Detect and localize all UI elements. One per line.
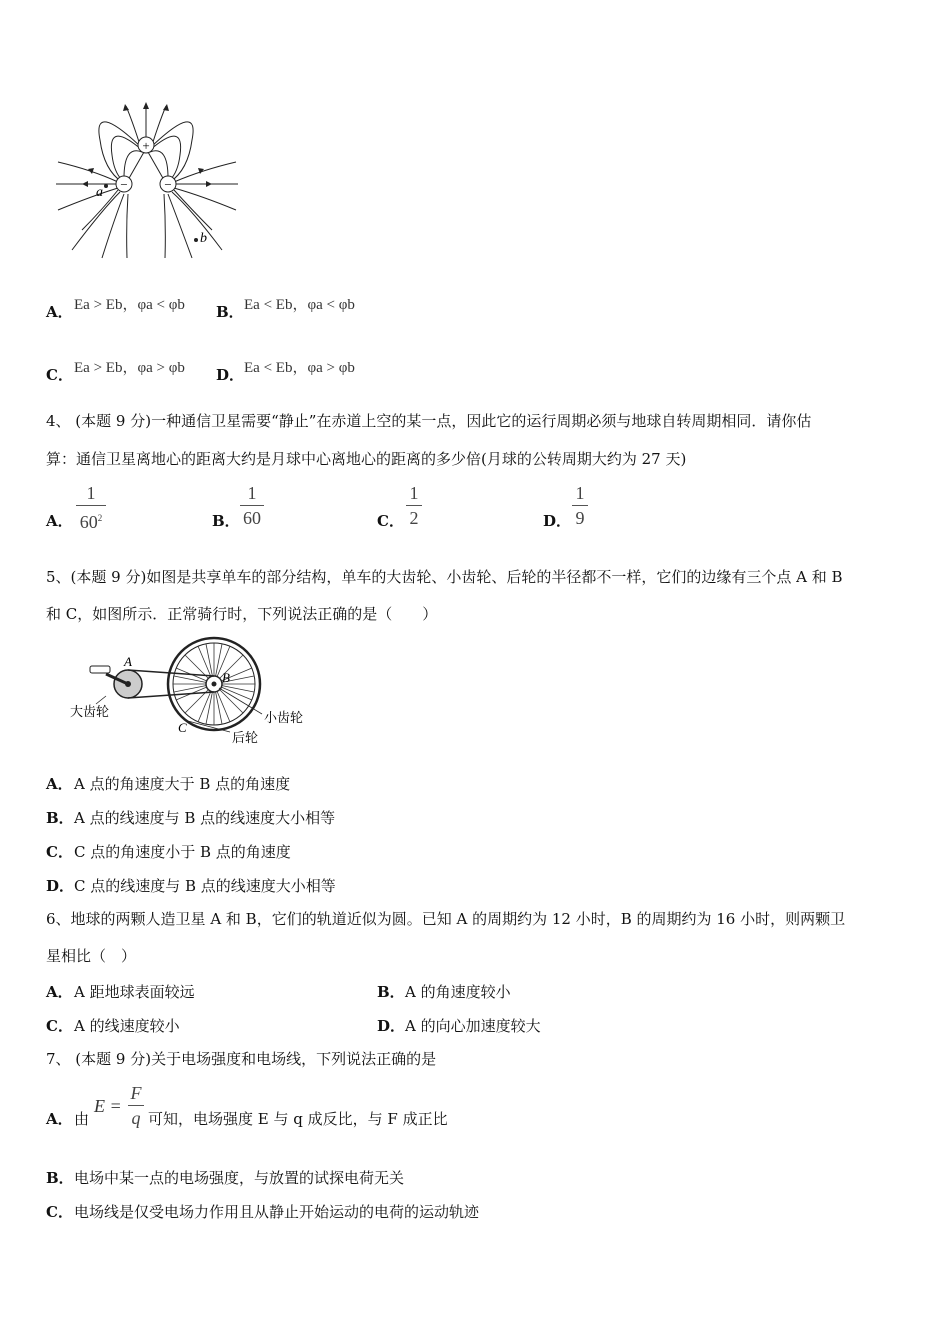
- q4-option-b-fraction: 1 60: [240, 482, 264, 529]
- q5-option-d-label: D．: [46, 877, 75, 895]
- q4-option-d-fraction: 1 9: [572, 482, 588, 529]
- q7-option-a-label: A．: [46, 1110, 73, 1128]
- q6-option-d-text: A 的向心加速度较大: [405, 1017, 541, 1035]
- point-B-label: B: [222, 670, 230, 685]
- q4-option-c-fraction: 1 2: [406, 482, 422, 529]
- q6-option-a-text: A 距地球表面较远: [74, 983, 195, 1001]
- q7-option-c-label: C．: [46, 1203, 73, 1221]
- q5-stem-line2: 和 C，如图所示．正常骑行时，下列说法正确的是（ ）: [46, 605, 438, 623]
- q7-option-b-label: B．: [46, 1169, 74, 1187]
- q3-option-c-text: Ea > Eb，φa > φb: [74, 360, 185, 376]
- q4-option-a-label: A．: [46, 512, 73, 530]
- q5-option-c-text: C 点的角速度小于 B 点的角速度: [74, 843, 291, 861]
- q3-option-c-label: C．: [46, 366, 73, 384]
- point-A-label: A: [124, 654, 132, 669]
- q6-option-b-text: A 的角速度较小: [405, 983, 511, 1001]
- q6-option-d-label: D．: [377, 1017, 406, 1035]
- q7-formula-fraction: F q: [128, 1082, 144, 1129]
- q6-option-a-label: A．: [46, 983, 73, 1001]
- q7-option-b-text: 电场中某一点的电场强度，与放置的试探电荷无关: [74, 1169, 405, 1187]
- field-lines-figure: [52, 100, 242, 260]
- q6-stem-line2: 星相比（ ）: [46, 947, 137, 965]
- q4-stem-line2: 算：通信卫星离地心的距离大约是月球中心离地心的距离的多少倍(月球的公转周期大约为 27 天): [46, 450, 687, 468]
- minus-sign-right: −: [164, 177, 172, 192]
- point-b-label: b: [200, 231, 207, 246]
- small-gear-label: 小齿轮: [264, 710, 304, 725]
- q4-option-b-label: B．: [212, 512, 240, 530]
- q3-option-b-text: Ea < Eb，φa < φb: [244, 297, 355, 313]
- q6-stem-line1: 6、地球的两颗人造卫星 A 和 B，它们的轨道近似为圆。已知 A 的周期约为 12 小时，B 的周期约为 16 小时，则两颗卫: [46, 910, 846, 928]
- big-gear-label: 大齿轮: [70, 704, 110, 719]
- point-a-label: a: [96, 185, 103, 200]
- q4-option-a-fraction: 1 $60^2$: [76, 482, 106, 533]
- bicycle-gear-figure: [66, 636, 316, 746]
- point-C-label: C: [178, 720, 187, 735]
- q4-stem-line1: 4、 (本题 9 分)一种通信卫星需要“静止”在赤道上空的某一点，因此它的运行周期必须与地球自转周期相同．请你估: [46, 412, 812, 430]
- rear-wheel-label: 后轮: [232, 730, 259, 745]
- q5-option-a-label: A．: [46, 775, 73, 793]
- q7-option-a-text: 可知，电场强度 E 与 q 成反比，与 F 成正比: [148, 1110, 448, 1128]
- q4-option-c-label: C．: [377, 512, 404, 530]
- q6-option-b-label: B．: [377, 983, 405, 1001]
- q3-option-b-label: B．: [216, 303, 244, 321]
- minus-sign-left: −: [120, 177, 128, 192]
- q5-stem-line1: 5、(本题 9 分)如图是共享单车的部分结构，单车的大齿轮、小齿轮、后轮的半径都不一样，它们的边缘有三个点 A 和 B: [46, 568, 843, 586]
- q3-option-a-label: A．: [46, 303, 73, 321]
- q7-stem: 7、 (本题 9 分)关于电场强度和电场线，下列说法正确的是: [46, 1050, 437, 1068]
- q7-formula-lhs: E =: [94, 1096, 122, 1116]
- q5-option-c-label: C．: [46, 843, 73, 861]
- q6-option-c-text: A 的线速度较小: [74, 1017, 180, 1035]
- q5-option-b-label: B．: [46, 809, 74, 827]
- q7-option-c-text: 电场线是仅受电场力作用且从静止开始运动的电荷的运动轨迹: [74, 1203, 480, 1221]
- q4-option-d-label: D．: [543, 512, 572, 530]
- q5-option-a-text: A 点的角速度大于 B 点的角速度: [74, 775, 291, 793]
- q5-option-d-text: C 点的线速度与 B 点的线速度大小相等: [74, 877, 336, 895]
- q3-option-a-text: Ea > Eb，φa < φb: [74, 297, 185, 313]
- plus-sign: +: [142, 138, 150, 153]
- q7-option-a-prefix: 由: [74, 1110, 90, 1128]
- q6-option-c-label: C．: [46, 1017, 73, 1035]
- q5-option-b-text: A 点的线速度与 B 点的线速度大小相等: [74, 809, 336, 827]
- q3-option-d-text: Ea < Eb，φa > φb: [244, 360, 355, 376]
- q3-option-d-label: D．: [216, 366, 245, 384]
